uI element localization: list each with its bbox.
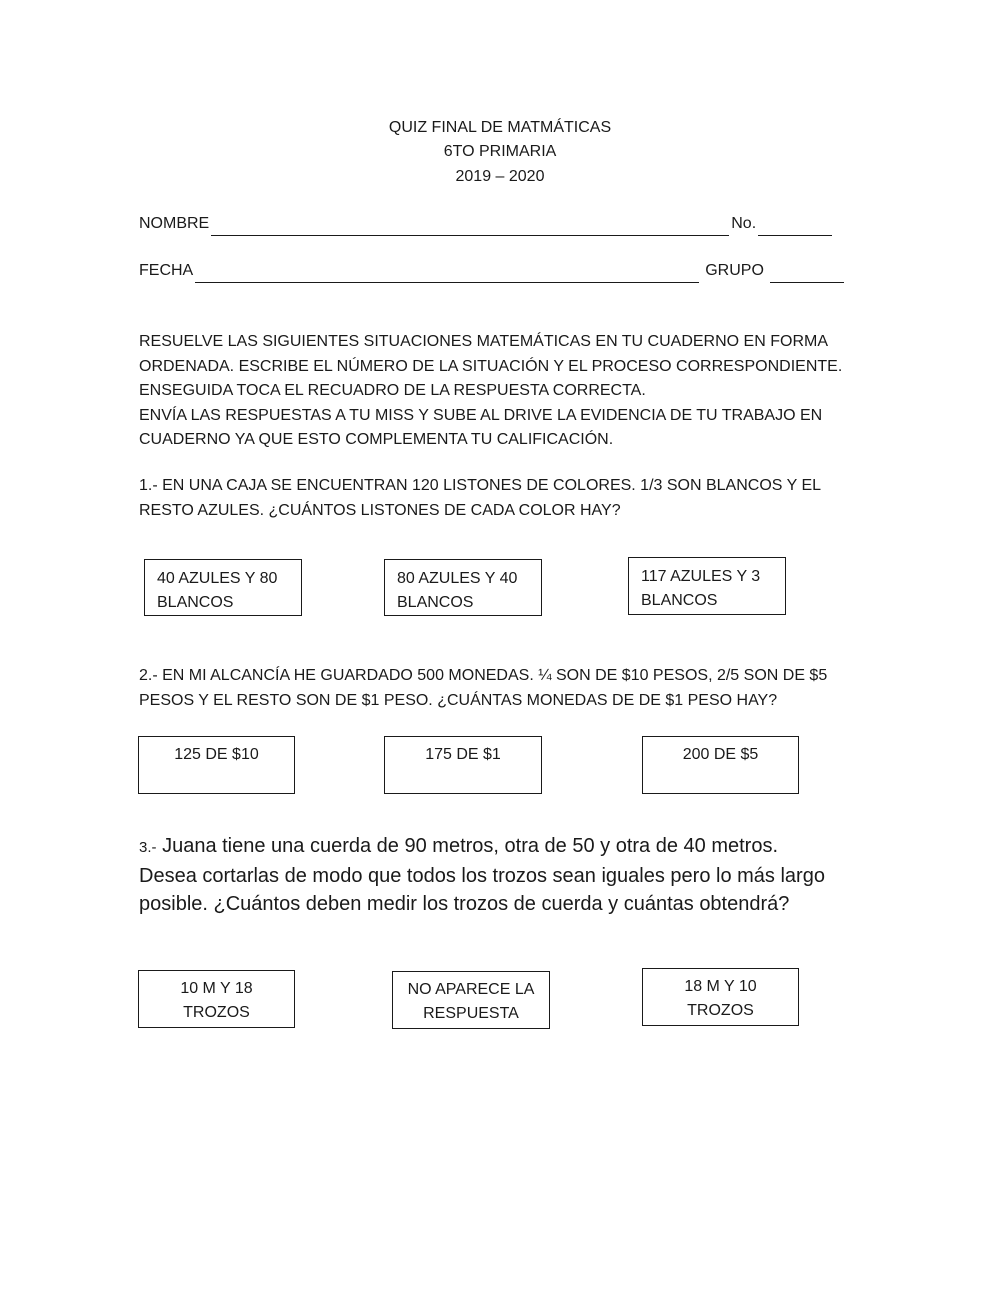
question-1-line: RESTO AZULES. ¿CUÁNTOS LISTONES DE CADA COLOR HAY?: [139, 501, 621, 519]
instructions: [139, 330, 859, 453]
option-text: 10 M Y 18: [180, 980, 253, 997]
option-text: BLANCOS: [641, 592, 718, 609]
option-text: TROZOS: [687, 1002, 754, 1019]
grupo-label: GRUPO: [705, 262, 764, 279]
answer-option-q2-a[interactable]: [138, 736, 295, 794]
option-text: 18 M Y 10: [684, 978, 757, 995]
option-text: 175 DE $1: [425, 746, 501, 763]
question-2-line: 2.- EN MI ALCANCÍA HE GUARDADO 500 MONEDAS. ¼ SON DE $10 PESOS, 2/5 SON DE $5: [139, 667, 828, 684]
question-2: [139, 664, 859, 713]
option-text: BLANCOS: [157, 594, 234, 611]
answer-option-q2-b[interactable]: [384, 736, 542, 794]
name-row: [139, 212, 849, 236]
answer-option-q3-c[interactable]: [642, 968, 799, 1026]
fecha-label: FECHA: [139, 262, 194, 279]
question-3-line: Desea cortarlas de modo que todos los trozos sean iguales pero lo más largo: [139, 865, 825, 887]
option-text: NO APARECE LA: [407, 981, 535, 998]
option-text: 125 DE $10: [174, 746, 259, 763]
answer-option-q1-b[interactable]: [384, 559, 542, 616]
instructions-line: ORDENADA. ESCRIBE EL NÚMERO DE LA SITUACIÓN Y EL PROCESO CORRESPONDIENTE.: [139, 357, 843, 375]
instructions-line: ENVÍA LAS RESPUESTAS A TU MISS Y SUBE AL DRIVE LA EVIDENCIA DE TU TRABAJO EN: [139, 406, 823, 424]
question-3-line: posible. ¿Cuántos deben medir los trozos de cuerda y cuántas obtendrá?: [139, 893, 790, 915]
question-3-line: [139, 832, 879, 862]
answer-option-q3-b[interactable]: [392, 971, 550, 1029]
question-3-number: 3.-: [139, 839, 157, 856]
instructions-line: CUADERNO YA QUE ESTO COMPLEMENTA TU CALIFICACIÓN.: [139, 431, 614, 448]
answer-option-q1-c[interactable]: [628, 557, 786, 615]
nombre-blank: [211, 218, 729, 236]
date-row: [139, 259, 849, 283]
option-text: 117 AZULES Y 3: [641, 568, 761, 585]
quiz-title: QUIZ FINAL DE MATMÁTICAS: [388, 119, 612, 136]
option-text: 40 AZULES Y 80: [157, 570, 278, 587]
question-1-line: 1.- EN UNA CAJA SE ENCUENTRAN 120 LISTONES DE COLORES. 1/3 SON BLANCOS Y EL: [139, 477, 822, 494]
question-3-text: Juana tiene una cuerda de 90 metros, otra de 50 y otra de 40 metros.: [156, 835, 779, 857]
option-text: TROZOS: [183, 1004, 250, 1021]
nombre-label: NOMBRE: [139, 215, 210, 232]
question-3: [139, 832, 879, 918]
no-label: No.: [731, 215, 757, 232]
no-blank: [758, 218, 832, 236]
option-text: 200 DE $5: [682, 746, 759, 763]
instructions-line: RESUELVE LAS SIGUIENTES SITUACIONES MATEMÁTICAS EN TU CUADERNO EN FORMA: [139, 333, 828, 350]
option-text: RESPUESTA: [423, 1005, 519, 1022]
option-text: BLANCOS: [397, 594, 474, 611]
instructions-line: ENSEGUIDA TOCA EL RECUADRO DE LA RESPUESTA CORRECTA.: [139, 382, 646, 399]
question-2-line: PESOS Y EL RESTO SON DE $1 PESO. ¿CUÁNTAS MONEDAS DE DE $1 PESO HAY?: [139, 691, 778, 709]
fecha-blank: [195, 265, 699, 283]
answer-option-q3-a[interactable]: [138, 970, 295, 1028]
grade-label: 6TO PRIMARIA: [443, 143, 557, 160]
question-1: [139, 474, 859, 523]
option-text: 80 AZULES Y 40: [397, 570, 518, 587]
answer-option-q2-c[interactable]: [642, 736, 799, 794]
answer-option-q1-a[interactable]: [144, 559, 302, 616]
grupo-blank: [770, 265, 844, 283]
school-year: 2019 – 2020: [455, 168, 545, 185]
